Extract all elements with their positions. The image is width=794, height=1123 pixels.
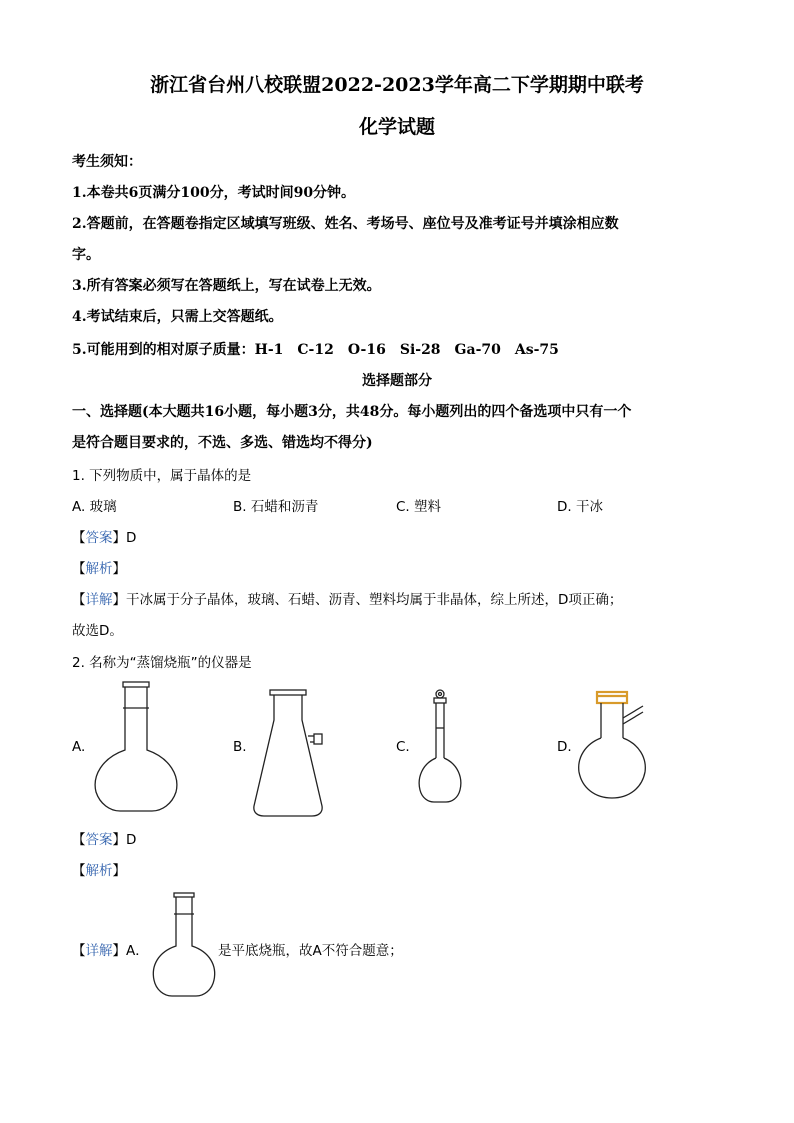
q2-analysis-tag: 【解析】 <box>72 863 126 879</box>
q2-answer: 【答案】D <box>72 832 137 848</box>
distilling-flask-icon <box>575 688 655 806</box>
notice-item: 字。 <box>72 247 100 263</box>
question-1-stem: 1. 下列物质中，属于晶体的是 <box>72 468 252 484</box>
q1-analysis-tag: 【解析】 <box>72 561 126 577</box>
section-label: 选择题部分 <box>362 373 432 389</box>
volumetric-flask-icon <box>412 688 462 806</box>
notice-item: 1.本卷共6页满分100分，考试时间90分钟。 <box>72 185 356 201</box>
q1-conclusion: 故选D。 <box>72 623 123 639</box>
notice-item: 5.可能用到的相对原子质量：H-1 C-12 O-16 Si-28 Ga-70 As-75 <box>72 342 559 358</box>
q1-option-d: D. 干冰 <box>557 499 603 515</box>
q1-option-c: C. 塑料 <box>396 499 442 515</box>
flat-bottom-flask-icon <box>150 890 222 1000</box>
section-intro: 一、选择题(本大题共16小题，每小题3分，共48分。每小题列出的四个备选项中只有一个 <box>72 404 632 420</box>
page-subtitle: 化学试题 <box>358 116 435 138</box>
q2-option-c-label: C. <box>396 739 410 755</box>
question-2-stem: 2. 名称为“蒸馏烧瓶”的仪器是 <box>72 655 252 671</box>
notice-item: 3.所有答案必须写在答题纸上，写在试卷上无效。 <box>72 278 381 294</box>
suction-flask-icon <box>252 688 332 818</box>
q1-answer: 【答案】D <box>72 530 137 546</box>
q1-option-a: A. 玻璃 <box>72 499 117 515</box>
notice-heading: 考生须知： <box>72 154 142 170</box>
q2-option-d-label: D. <box>557 739 572 755</box>
q2-option-a-label: A. <box>72 739 86 755</box>
q1-option-b: B. 石蜡和沥青 <box>233 499 319 515</box>
q2-detail-text: 是平底烧瓶，故A不符合题意； <box>218 943 403 959</box>
q2-option-b-label: B. <box>233 739 247 755</box>
notice-item: 2.答题前，在答题卷指定区域填写班级、姓名、考场号、座位号及准考证号并填涂相应数 <box>72 216 619 232</box>
q2-detail-lead: 【详解】A． <box>72 943 149 959</box>
q1-detail: 【详解】干冰属于分子晶体，玻璃、石蜡、沥青、塑料均属于非晶体，综上所述，D项正确； <box>72 592 623 608</box>
page-title: 浙江省台州八校联盟2022-2023学年高二下学期期中联考 <box>150 74 644 96</box>
flat-bottom-flask-icon <box>90 680 190 815</box>
notice-item: 4.考试结束后，只需上交答题纸。 <box>72 309 283 325</box>
section-intro: 是符合题目要求的，不选、多选、错选均不得分) <box>72 435 373 451</box>
